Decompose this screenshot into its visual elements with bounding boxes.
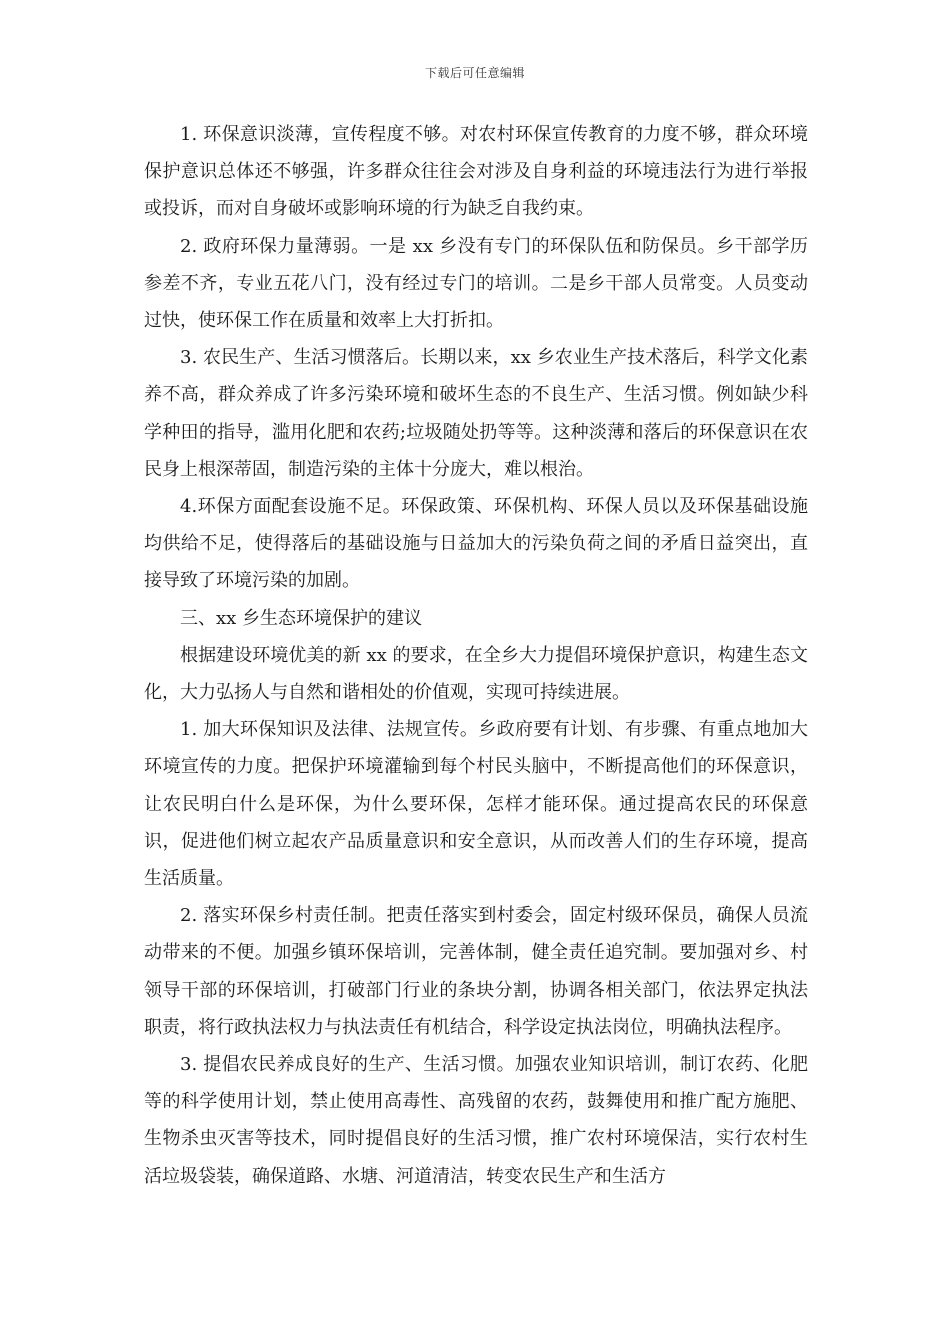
paragraph-suggestion-2: 2. 落实环保乡村责任制。把责任落实到村委会，固定村级环保员，确保人员流动带来的不便。加强乡镇环保培训，完善体制，健全责任追究制。要加强对乡、村领导干部的环保培训，打破部门行业的条块分割，协调各相关部门，依法界定执法职责，将行政执法权力与执法责任有机结合，科学设定执法岗位，明确执法程序。 (144, 905, 808, 1038)
document-body (144, 116, 808, 1195)
page-header: 下载后可任意编辑 (424, 66, 525, 80)
paragraph-intro: 根据建设环境优美的新 xx 的要求，在全乡大力提倡环境保护意识，构建生态文化，大力弘扬人与自然和谐相处的价值观，实现可持续进展。 (144, 644, 808, 704)
section-heading-3: 三、xx 乡生态环境保护的建议 (180, 607, 423, 629)
paragraph-suggestion-1: 1. 加大环保知识及法律、法规宣传。乡政府要有计划、有步骤、有重点地加大环境宣传的力度。把保护环境灌输到每个村民头脑中，不断提高他们的环保意识，让农民明白什么是环保，为什么要环保，怎样才能环保。通过提高农民的环保意识，促进他们树立起农产品质量意识和安全意识，从而改善人们的生存环境，提高生活质量。 (144, 719, 808, 890)
paragraph-problem-4: 4.环保方面配套设施不足。环保政策、环保机构、环保人员以及环保基础设施均供给不足，使得落后的基础设施与日益加大的污染负荷之间的矛盾日益突出，直接导致了环境污染的加剧。 (144, 496, 808, 592)
paragraph-suggestion-3: 3. 提倡农民养成良好的生产、生活习惯。加强农业知识培训，制订农药、化肥等的科学使用计划，禁止使用高毒性、高残留的农药，鼓舞使用和推广配方施肥、生物杀虫灭害等技术，同时提倡良好的生活习惯，推广农村环境保洁，实行农村生活垃圾袋装，确保道路、水塘、河道清洁，转变农民生产和生活方 (144, 1054, 808, 1187)
paragraph-problem-3: 3. 农民生产、生活习惯落后。长期以来，xx 乡农业生产技术落后，科学文化素养不高，群众养成了许多污染环境和破坏生态的不良生产、生活习惯。例如缺少科学种田的指导，滥用化肥和农药;垃圾随处扔等等。这种淡薄和落后的环保意识在农民身上根深蒂固，制造污染的主体十分庞大，难以根治。 (144, 347, 808, 480)
paragraph-problem-1: 1. 环保意识淡薄，宣传程度不够。对农村环保宣传教育的力度不够，群众环境保护意识总体还不够强，许多群众往往会对涉及自身利益的环境违法行为进行举报或投诉，而对自身破坏或影响环境的行为缺乏自我约束。 (144, 124, 808, 220)
paragraph-problem-2: 2. 政府环保力量薄弱。一是 xx 乡没有专门的环保队伍和防保员。乡干部学历参差不齐，专业五花八门，没有经过专门的培训。二是乡干部人员常变。人员变动过快，使环保工作在质量和效率上大打折扣。 (144, 235, 808, 332)
